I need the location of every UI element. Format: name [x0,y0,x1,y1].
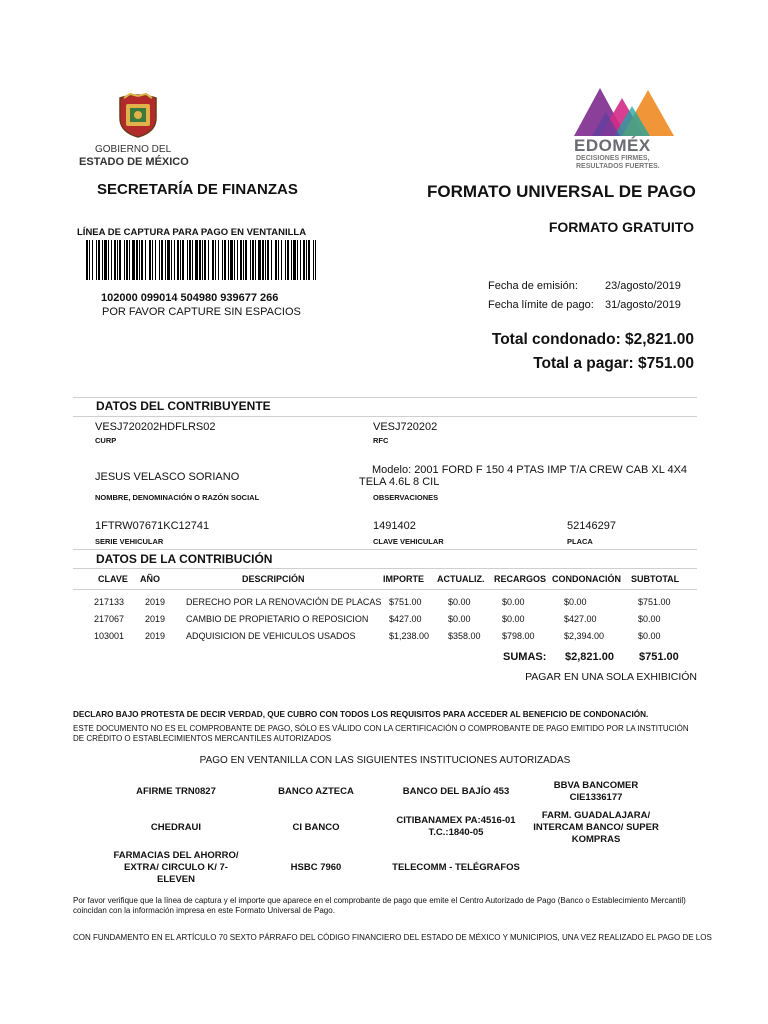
row-descripcion: DERECHO POR LA RENOVACIÓN DE PLACAS [186,597,382,607]
col-actualiz: ACTUALIZ. [437,574,485,584]
barcode-bar [111,240,112,280]
fecha-limite-label: Fecha límite de pago: [488,299,594,311]
captura-numero: 102000 099014 504980 939677 266 [101,292,279,304]
shield-icon [116,92,160,138]
barcode-bar [287,240,289,280]
barcode-bar [303,240,305,280]
contribuyente-heading: DATOS DEL CONTRIBUYENTE [96,399,271,413]
edomex-mountains-icon [574,88,678,138]
nombre-value: JESUS VELASCO SORIANO [95,471,240,483]
col-recargos: RECARGOS [494,574,547,584]
barcode-bar [187,240,188,280]
institution-item: CI BANCO [292,822,340,833]
row-clave: 103001 [94,631,125,641]
barcode [86,240,316,280]
declaro-text: DECLARO BAJO PROTESTA DE DECIR VERDAD, QUE CUBRO CON TODOS LOS REQUISITOS PARA ACCEDER AL BENEFICIO DE CONDONACIÓN. [73,710,649,719]
fundamento-text: CON FUNDAMENTO EN EL ARTÍCULO 70 SEXTO PÁRRAFO DEL CÓDIGO FINANCIERO DEL ESTADO DE MÉXICO Y MUNICIPIOS, UNA VEZ REALIZADO EL PAGO DE LOS [73,933,712,942]
row-subtotal: $0.00 [638,614,661,624]
barcode-bar [315,240,316,280]
captura-label: LÍNEA DE CAPTURA PARA PAGO EN VENTANILLA [77,227,307,238]
barcode-bar [250,240,251,280]
barcode-bar [228,240,229,280]
col-clave: CLAVE [98,574,128,584]
divider [73,568,697,569]
institution-item: AFIRME TRN0827 [136,786,216,797]
row-anio: 2019 [145,614,166,624]
fecha-emision: 23/agosto/2019 [605,280,681,292]
barcode-bar [293,240,296,280]
row-actualiz: $0.00 [448,614,471,624]
curp-value: VESJ720202HDFLRS02 [95,421,216,433]
curp-label: CURP [95,436,117,445]
barcode-bar [177,240,179,280]
barcode-bar [237,240,238,280]
barcode-bar [255,240,256,280]
institution-item: CITIBANAMEX PA:4516-01 T.C.:1840-05 [396,815,516,838]
barcode-bar [281,240,282,280]
institution-item: CHEDRAUI [150,822,202,833]
institution-item: FARMACIAS DEL AHORRO/ EXTRA/ CIRCULO K/ 7-ELEVEN [113,850,239,885]
barcode-bar [152,240,153,280]
barcode-bar [129,240,130,280]
col-importe: IMPORTE [383,574,425,584]
barcode-bar [174,240,175,280]
exhibicion-note: PAGAR EN UNA SOLA EXHIBICIÓN [525,671,697,683]
institution-item: HSBC 7960 [290,862,342,873]
barcode-bar [89,240,90,280]
barcode-bar [92,240,93,280]
barcode-bar [313,240,314,280]
barcode-bar [291,240,292,280]
observaciones-value: Modelo: 2001 FORD F 150 4 PTAS IMP T/A CREW CAB XL 4X4 TELA 4.6L 8 CIL [359,464,688,488]
row-clave: 217133 [94,597,125,607]
row-subtotal: $0.00 [638,631,661,641]
sumas-label: SUMAS: [503,651,547,663]
captura-nota: POR FAVOR CAPTURE SIN ESPACIOS [102,306,301,318]
barcode-bar [104,240,107,280]
barcode-bar [171,240,172,280]
barcode-bar [208,240,209,280]
barcode-bar [285,240,286,280]
clave-label: CLAVE VEHICULAR [373,537,444,546]
verifique-text: Por favor verifique que la línea de captura y el importe que aparece en el comprobante de pago que emite el Centro Autorizado de Pago (Banco o Establecimiento Mercantil) coincidan con la información impresa en este Formato Universal de Pago. [73,896,686,915]
nombre-label: NOMBRE, DENOMINACIÓN O RAZÓN SOCIAL [95,493,260,502]
barcode-bar [308,240,310,280]
barcode-bar [224,240,226,280]
barcode-bar [117,240,118,280]
row-recargos: $0.00 [502,597,525,607]
total-condonado: Total condonado: $2,821.00 [491,331,694,348]
barcode-bar [258,240,261,280]
row-anio: 2019 [145,631,166,641]
divider [73,589,697,590]
total-pagar: Total a pagar: $751.00 [533,355,694,372]
row-importe: $427.00 [389,614,422,624]
institution-item: TELECOMM - TELÉGRAFOS [392,862,520,873]
observaciones-label: OBSERVACIONES [373,493,439,502]
barcode-bar [243,240,244,280]
barcode-bar [195,240,198,280]
placa-value: 52146297 [567,520,616,532]
barcode-bar [108,240,109,280]
institution-item: BANCO AZTECA [278,786,354,797]
row-recargos: $798.00 [502,631,535,641]
row-descripcion: CAMBIO DE PROPIETARIO O REPOSICION [186,614,369,624]
clave-value: 1491402 [373,520,416,532]
barcode-bar [136,240,138,280]
barcode-bar [275,240,277,280]
gov-line2: ESTADO DE MÉXICO [79,156,189,168]
row-importe: $1,238.00 [389,631,430,641]
rfc-label: RFC [373,436,389,445]
institution-item: BBVA BANCOMER CIE1336177 [553,780,639,803]
barcode-bar [265,240,266,280]
barcode-bar [306,240,307,280]
barcode-bar [262,240,264,280]
fecha-emision-label: Fecha de emisión: [488,280,578,292]
ventanilla-text: PAGO EN VENTANILLA CON LAS SIGUIENTES INSTITUCIONES AUTORIZADAS [199,755,571,766]
barcode-bar [139,240,140,280]
row-recargos: $0.00 [502,614,525,624]
serie-value: 1FTRW07671KC12741 [95,520,210,532]
barcode-bar [245,240,247,280]
barcode-bar [199,240,201,280]
secretaria-title: SECRETARÍA DE FINANZAS [97,181,298,198]
barcode-bar [230,240,233,280]
barcode-bar [300,240,301,280]
barcode-bar [132,240,135,280]
documento-text: ESTE DOCUMENTO NO ES EL COMPROBANTE DE PAGO, SÓLO ES VÁLIDO CON LA CERTIFICACIÓN O COMPROBANTE DE PAGO EMITIDO POR LA INSTITUCIÓN DE CRÉDITO O ESTABLECIMIENTOS MERCANTILES AUTORIZADOS [73,724,689,743]
row-clave: 217067 [94,614,125,624]
barcode-bar [96,240,97,280]
barcode-bar [141,240,143,280]
barcode-bar [192,240,193,280]
barcode-bar [155,240,156,280]
row-actualiz: $0.00 [448,597,471,607]
barcode-bar [189,240,191,280]
barcode-bar [102,240,103,280]
barcode-bar [98,240,100,280]
barcode-bar [240,240,242,280]
barcode-bar [252,240,254,280]
row-condonacion: $2,394.00 [564,631,605,641]
barcode-bar [182,240,184,280]
edomex-logo [574,88,678,138]
row-descripcion: ADQUISICION DE VEHICULOS USADOS [186,631,356,641]
edomex-brand: EDOMÉX [574,136,651,155]
barcode-bar [278,240,279,280]
barcode-bar [180,240,181,280]
formato-title: FORMATO UNIVERSAL DE PAGO [427,182,696,201]
divider [73,549,697,550]
brand-slogan1: DECISIONES FIRMES, [576,155,650,162]
state-shield-logo [116,92,160,138]
barcode-bar [145,240,146,280]
barcode-graphic [86,240,316,280]
contribucion-heading: DATOS DE LA CONTRIBUCIÓN [96,552,273,566]
placa-label: PLACA [567,537,593,546]
fecha-limite: 31/agosto/2019 [605,299,681,311]
barcode-bar [234,240,235,280]
rfc-value: VESJ720202 [373,421,438,433]
col-condonacion: CONDONACIÓN [552,574,621,584]
barcode-bar [165,240,166,280]
barcode-bar [167,240,170,280]
barcode-bar [114,240,116,280]
institution-item: FARM. GUADALAJARA/ INTERCAM BANCO/ SUPER KOMPRAS [533,810,659,845]
gov-line1: GOBIERNO DEL [95,144,172,155]
row-subtotal: $751.00 [638,597,671,607]
sumas-subtotal: $751.00 [639,651,679,663]
row-condonacion: $0.00 [564,597,587,607]
barcode-bar [267,240,269,280]
barcode-bar [222,240,223,280]
sumas-condonacion: $2,821.00 [565,651,614,663]
serie-label: SERIE VEHICULAR [95,537,164,546]
brand-slogan2: RESULTADOS FUERTES. [576,163,660,170]
col-subtotal: SUBTOTAL [631,574,680,584]
barcode-bar [202,240,203,280]
row-actualiz: $358.00 [448,631,481,641]
barcode-bar [126,240,128,280]
barcode-bar [212,240,214,280]
col-descripcion: DESCRIPCIÓN [242,574,305,584]
barcode-bar [161,240,163,280]
barcode-bar [218,240,219,280]
barcode-bar [119,240,121,280]
barcode-bar [215,240,216,280]
barcode-bar [149,240,151,280]
gratuito-title: FORMATO GRATUITO [548,219,694,235]
barcode-bar [159,240,160,280]
barcode-bar [124,240,125,280]
barcode-bar [86,240,88,280]
row-condonacion: $427.00 [564,614,597,624]
row-importe: $751.00 [389,597,422,607]
barcode-bar [297,240,298,280]
barcode-bar [271,240,272,280]
divider [73,397,697,398]
barcode-bar [204,240,206,280]
row-anio: 2019 [145,597,166,607]
col-anio: AÑO [140,574,160,584]
institution-item: BANCO DEL BAJÍO 453 [402,786,510,797]
divider [73,416,697,417]
